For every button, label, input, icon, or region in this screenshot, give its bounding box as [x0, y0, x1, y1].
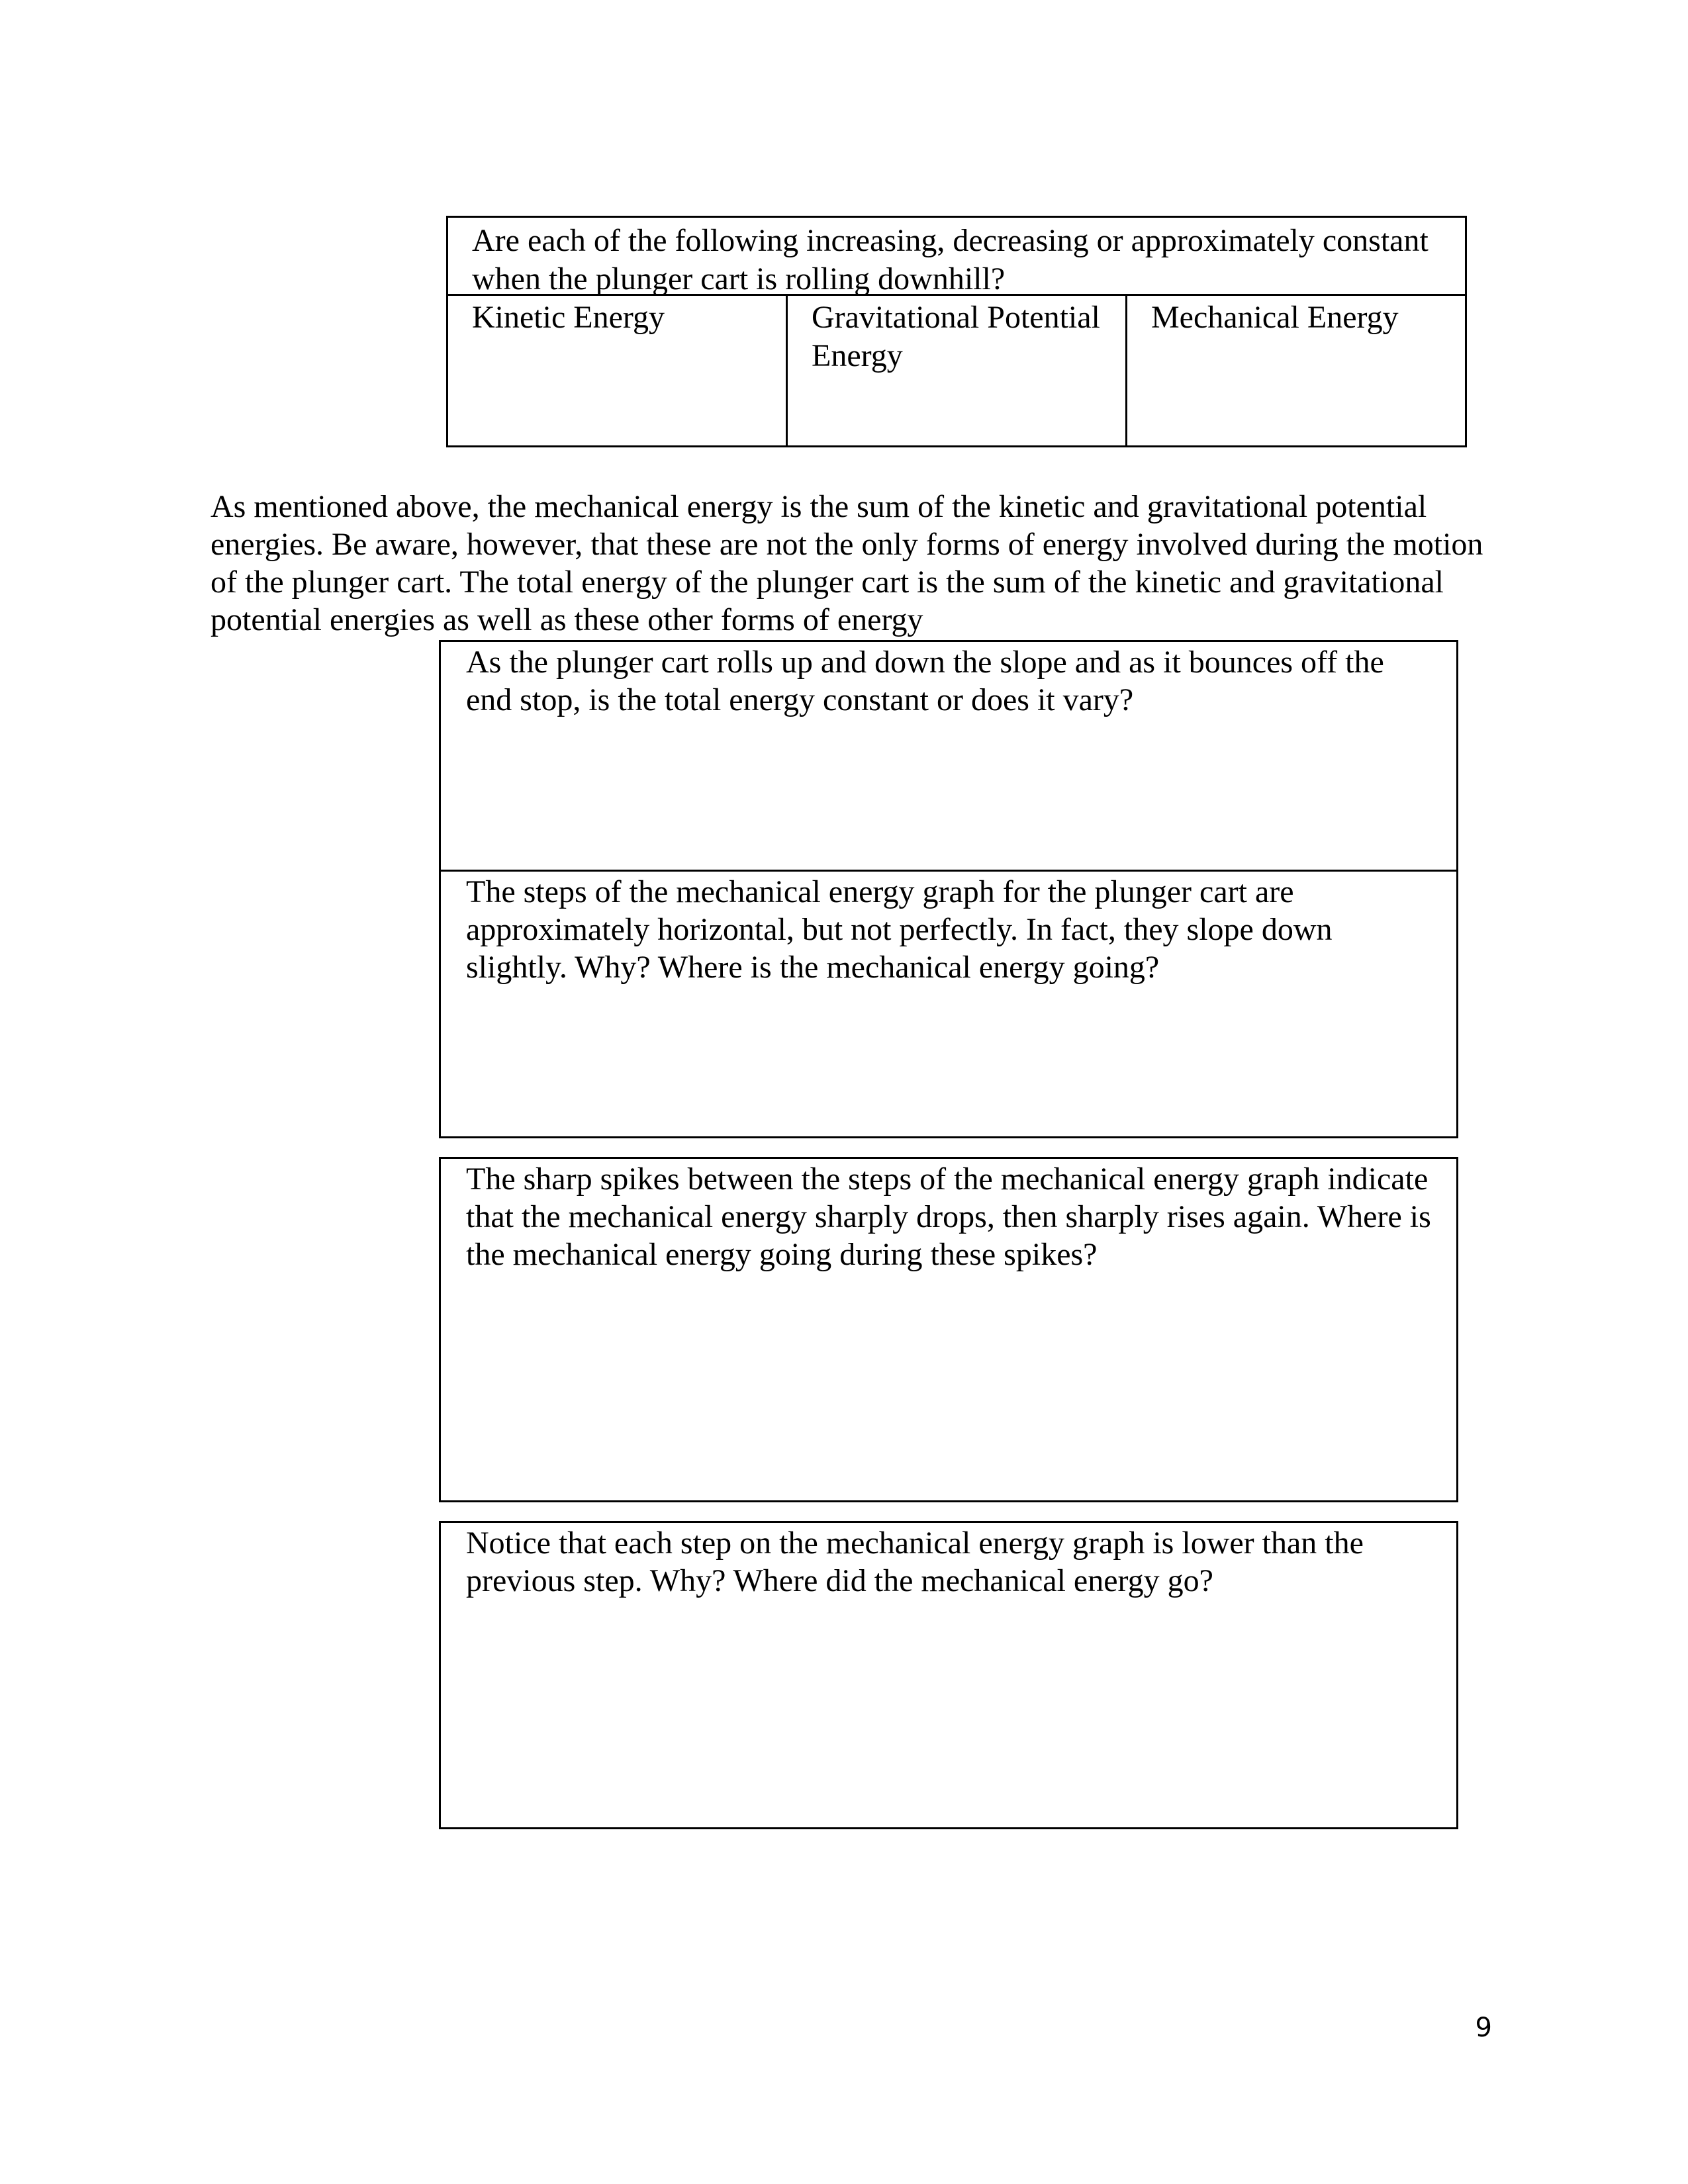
lower-steps-question-box[interactable]: Notice that each step on the mechanical energy graph is lower than the previous step. Why? Where did the mechanical energy go?	[439, 1521, 1458, 1829]
page-number: 9	[1475, 2013, 1492, 2043]
energy-table-answer-row	[448, 296, 1465, 445]
sharp-spikes-question-box[interactable]: The sharp spikes between the steps of the mechanical energy graph indicate that the mechanical energy sharply drops, then sharply rises again. Where is the mechanical energy going during these spikes?	[439, 1157, 1458, 1502]
mechanical-energy-cell[interactable]: Mechanical Energy	[1151, 300, 1399, 335]
energy-change-table	[446, 216, 1467, 447]
kinetic-energy-cell[interactable]: Kinetic Energy	[448, 296, 788, 445]
total-energy-question-box[interactable]: As the plunger cart rolls up and down the slope and as it bounces off the end stop, is the total energy constant or does it vary?	[439, 640, 1458, 872]
intro-paragraph: As mentioned above, the mechanical energy is the sum of the kinetic and gravitational potential energies. Be aware, however, that these are not the only forms of energy involved during the motion of the plunger cart. The total energy of the plunger cart is the sum of the kinetic and gravitational potential energies as well as these other forms of energy	[211, 489, 1483, 637]
sloping-steps-question-box[interactable]: The steps of the mechanical energy graph for the plunger cart are approximately horizontal, but not perfectly. In fact, they slope down slightly. Why? Where is the mechanical energy going?	[439, 870, 1458, 1138]
energy-table-question: Are each of the following increasing, decreasing or approximately constant when the plunger cart is rolling downhill?	[448, 218, 1465, 296]
gravitational-potential-energy-cell[interactable]: Gravitational Potential Energy	[788, 296, 1127, 445]
